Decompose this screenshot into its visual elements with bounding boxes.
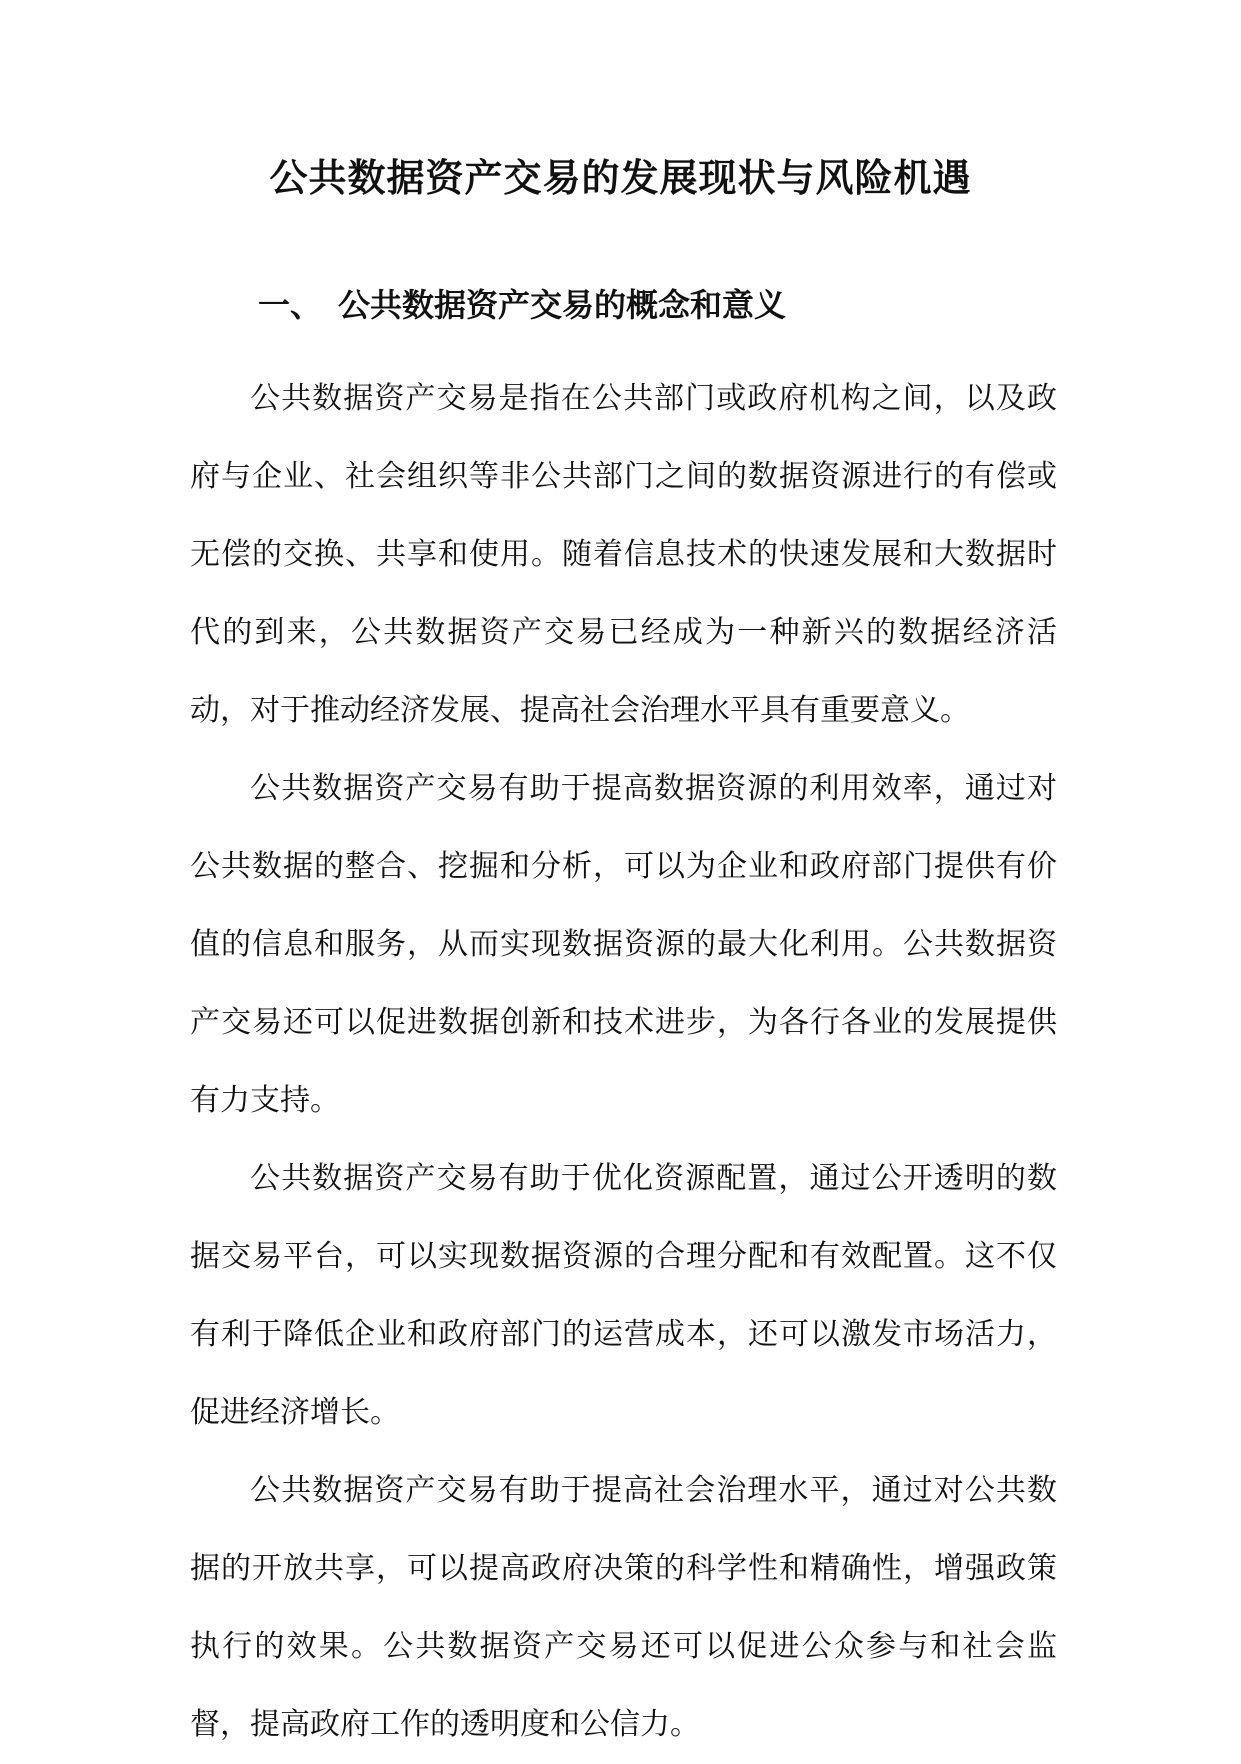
section-number: 一、 [258, 286, 323, 324]
paragraph: 公共数据资产交易是指在公共部门或政府机构之间，以及政府与企业、社会组织等非公共部门之间的数据资源进行的有偿或无偿的交换、共享和使用。随着信息技术的快速发展和大数据时代的到来，公共数据资产交易已经成为一种新兴的数据经济活动，对于推动经济发展、提高社会治理水平具有重要意义。 [190, 381, 1057, 728]
section-heading [258, 280, 786, 330]
paragraph: 公共数据资产交易有助于提高数据资源的利用效率，通过对公共数据的整合、挖掘和分析，可以为企业和政府部门提供有价值的信息和服务，从而实现数据资源的最大化利用。公共数据资产交易还可以促进数据创新和技术进步，为各行各业的发展提供有力支持。 [190, 771, 1057, 1118]
document-title: 公共数据资产交易的发展现状与风险机遇 [269, 155, 972, 200]
paragraph: 公共数据资产交易有助于优化资源配置，通过公开透明的数据交易平台，可以实现数据资源的合理分配和有效配置。这不仅有利于降低企业和政府部门的运营成本，还可以激发市场活力，促进经济增长。 [190, 1161, 1057, 1430]
section-title: 公共数据资产交易的概念和意义 [338, 286, 787, 324]
paragraph: 公共数据资产交易有助于提高社会治理水平，通过对公共数据的开放共享，可以提高政府决策的科学性和精确性，增强政策执行的效果。公共数据资产交易还可以促进公众参与和社会监督，提高政府工作的透明度和公信力。 [190, 1473, 1057, 1742]
body-text [190, 360, 1057, 1764]
